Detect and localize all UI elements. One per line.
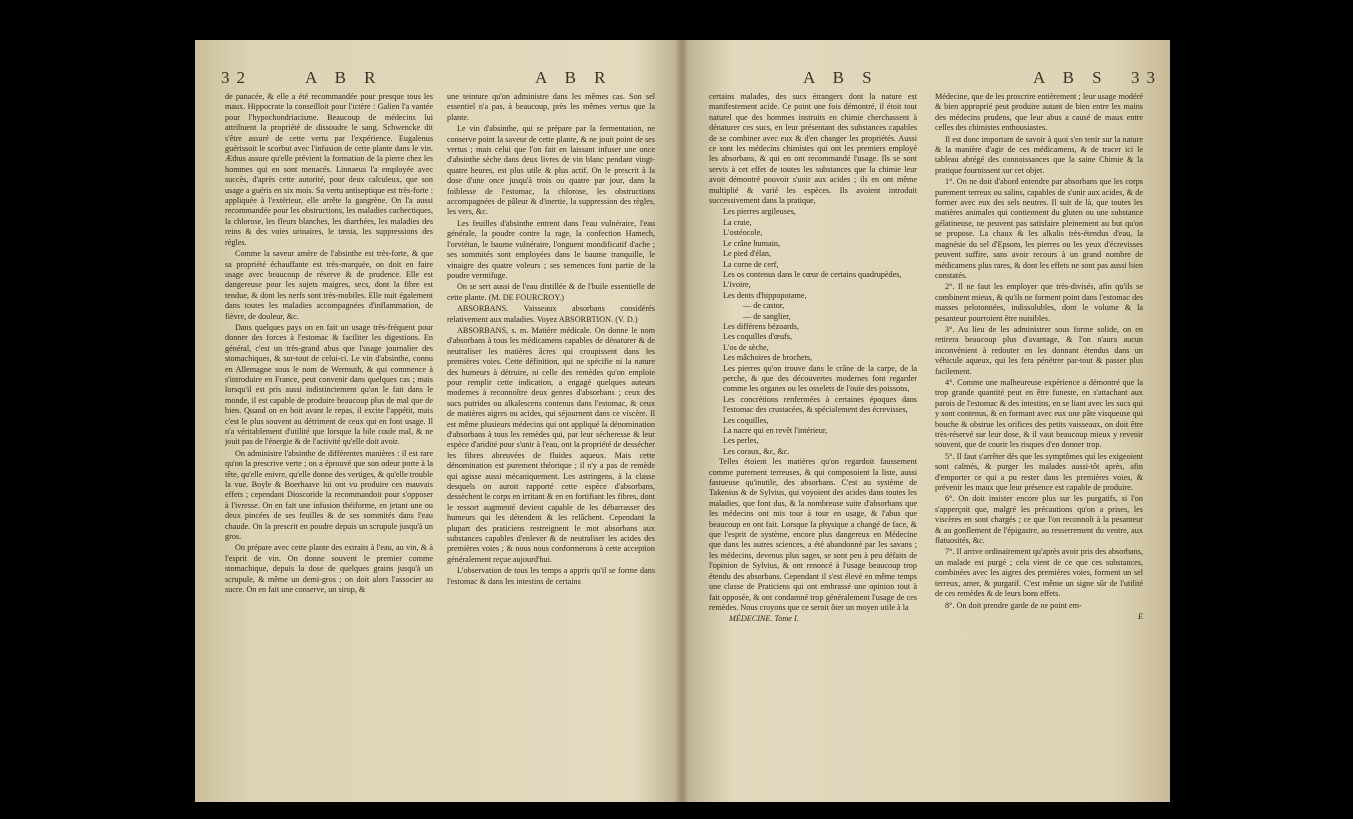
- paragraph: 6°. On doit insister encore plus sur les purgatifs, si l'on s'apperçoit que, malgré les précautions qu'on a prises, les viscères en sont chargés ; ce que l'on reconnoît à la pesanteur & au gonflement de l'épigastre, au resserrement du ventre, aux flatuosités, &c.: [935, 494, 1143, 546]
- list-item: Les os contenus dans le cœur de certains quadrupèdes,: [723, 269, 902, 279]
- list-item: Les dents d'hippopotame,: [723, 290, 807, 300]
- catchword: E: [1137, 611, 1143, 621]
- paragraph: On administre l'absinthe de différentes manières : il est rare qu'on la prescrive verte ; on a éprouvé que son odeur porte à la tête, qu'elle enivre, qu'elle donne des vertiges, & qu'elle trouble la vue. Boyle & Boerhaave lui ont vu produire ces mauvais effets ; cependant Dioscoride la recommandoit pour s'opposer à l'ivresse. On en fait une infusion théiforme, en jetant une ou deux pincées de ses feuilles & de ses sommités dans l'eau chaude. On la prescrit en poudre depuis un scrupule jusqu'à un gros.: [225, 448, 433, 542]
- left-page-column-1: [225, 92, 433, 797]
- book-spread: [195, 40, 1170, 802]
- paragraph: Le vin d'absinthe, qui se prépare par la fermentation, ne conserve point la saveur de cette plante, & ne jouit point de ses vertus ; mais celui que l'on fait en laissant infuser une once d'absinthe sèche dans deux livres de vin blanc pendant vingt-quatre heures, est plus utile & plus actif. On le prescrit à la dose d'une once jusqu'à trois ou quatre par jour, dans la foiblesse de l'estomac, la chlorose, les obstructions accompagnées de pâleur & d'inertie, la suppression des règles, les vers, &c.: [447, 124, 655, 217]
- right-page-column-2: [935, 92, 1143, 797]
- left-page-header: [195, 68, 682, 92]
- paragraph: Dans quelques pays on en fait un usage très-fréquent pour donner des forces à l'estomac & faciliter les digestions. En général, c'est un très-grand abus que l'usage journalier des stomachiques, & sur-tout de celui-ci. Le vin d'absinthe, connu en Allemagne sous le nom de Wermuth, & qui commence à s'introduire en France, peut convenir dans quelques cas ; mais lorsqu'il est pris aussi indistinctement qu'on le fait dans le monde, il est capable de produire beaucoup plus de mal que de bien. Quand on en boit avant le repas, il excite l'appétit, mais c'est le plus souvent au détriment de ceux qui en font usage. Il n'a véritablement d'utilité que lorsque la bile coule mal, & ne jouit pas de l'énergie & de l'activité qu'elle doit avoir.: [225, 322, 433, 447]
- paragraph: certains malades, des sucs étrangers dont la nature est manifestement acide. Ce point une fois démontré, il étoit tout naturel que des hommes instruits en chimie cherchassent à dénaturer ces sucs, en leur présentant des substances capables de se combiner avec eux & d'en changer les propriétés. Aussi ce sont les médecins chimistes qui ont les premiers employé les absorbans, & qui en ont recommandé l'usage. Ils se sont servis à cet effet de toutes les substances que la chimie leur avoit démontré pouvoir s'unir aux acides ; ils en ont même multiplié & varié les espèces. Ils avoient introduit successivement dans la pratique,: [709, 92, 917, 206]
- list-item: L'ivoire,: [723, 280, 751, 290]
- paragraph: 8°. On doit prendre garde de ne point em-: [945, 600, 1082, 610]
- running-head-right: A B S: [1033, 68, 1109, 87]
- paragraph: Il est donc important de savoir à quoi s'en tenir sur la nature & la manière d'agir de ces médicamens, & de tracer ici le tableau abrégé des connoissances que la saine Chimie & la pratique fournissent sur cet objet.: [935, 134, 1143, 175]
- paragraph: Telles étoient les matières qu'on regardoit faussement comme purement terreuses, & qui composoient la liste, aussi fastueuse qu'inutile, des absorbans. C'est au système de Takenius & de Sylvius, qui voyoient des acides dans toutes les maladies, que font dus, & la nombreuse suite d'absorbans que les médecins ont mis tour à tour en usage, & l'abus que beaucoup en ont fait. Lorsque la physique a changé de face, & que l'esprit de système, encore plus dangereux en Médecine que dans les autres sciences, a été abandonné par les savans ; les médecins, devenus plus sages, se sont peu à peu défaits de l'opinion de Sylvius, & ont renoncé à l'usage beaucoup trop étendu des absorbans. Cependant il s'est élevé en même temps une classe de Praticiens qui ont embrassé une opinion tout à fait opposée, & ont condamné trop généralement l'usage de ces remèdes. Nous croyons que ce seroit ôter un moyen utile à la: [709, 457, 917, 612]
- left-page-column-2: [447, 92, 655, 797]
- list-item: Les coquilles d'œufs,: [723, 332, 793, 342]
- list-item: Les pierres argileuses,: [723, 207, 796, 217]
- list-item: L'os de sèche,: [723, 342, 769, 352]
- list-item: — de castor,: [743, 301, 785, 311]
- absorbans-list: [709, 207, 917, 457]
- list-item: L'ostéocole,: [723, 228, 763, 238]
- paragraph: 7°. Il arrive ordinairement qu'après avoir pris des absorbans, un malade est purgé ; cela vient de ce que ces substances, combinées avec les aigres des premières voies, forment un sel terreux, amer, & purgatif. C'est même un signe sûr de l'utilité de ces remèdes & de leurs bons effets.: [935, 547, 1143, 599]
- list-item: Les concrétions renfermées à certaines époques dans l'estomac des crustacées, & spécialement des écrevisses,: [723, 394, 917, 415]
- list-item: Les différens bézoards,: [723, 321, 800, 331]
- paragraph: L'observation de tous les temps a appris qu'il se forme dans l'estomac & dans les intestins de certains: [447, 566, 655, 586]
- paragraph: 3°. Au lieu de les administrer sous forme solide, on en retirera beaucoup plus d'avantage, & l'on n'aura aucun inconvénient à redouter en les donnant étendus dans un véhicule aqueux, qui les fera pénétrer par-tout & passer plus facilement.: [935, 324, 1143, 376]
- page-footer: MÉDECINE. Tome I.: [729, 614, 799, 624]
- paragraph: 2°. Il ne faut les employer que très-divisés, afin qu'ils se combinent mieux, & qu'ils ne forment point dans l'estomac des masses pelotonnées, indissolubles, dont le volume & la pesanteur pourroient être nuisibles.: [935, 282, 1143, 323]
- list-item: — de sanglier,: [743, 311, 791, 321]
- list-item: La nacre qui en revêt l'intérieur,: [723, 426, 828, 435]
- right-page-column-1: [709, 92, 917, 797]
- list-item: Les coquilles,: [723, 415, 769, 425]
- list-item: Le pied d'élan,: [723, 249, 772, 259]
- paragraph: une teinture qu'on administre dans les mêmes cas. Son sel essentiel n'a pas, à beaucoup, près les mêmes vertus que la plante.: [447, 92, 655, 122]
- running-head-left: A B R: [305, 68, 383, 87]
- list-item: La corne de cerf,: [723, 259, 779, 269]
- paragraph: de panacée, & elle a été recommandée pour presque tous les maux. Hippocrate la conseilloit pour l'ictère : Galien l'a vantée pour l'hypochondriacisme. Beaucoup de médecins lui attribuent la propriété de dissoudre le sang. Schwencke dit s'être assuré de cette vertu par l'expérience. Eugalenus guérissoit le scorbut avec l'infusion de cette plante dans le vin. Æthus assure qu'elle prévient la formation de la pierre chez les hommes qui en sont menacés. Linnaeus l'a employée avec succès, d'après cette autorité, pour deux calculeux, que son usage a guéris en six mois. Sa vertu antiseptique est très-forte : appliquée à l'extérieur, elle arrête la gangrène. On l'a aussi recommandée pour les obstructions, les maladies cachectiques, la chlorose, les fleurs blanches, les diarrhées, les maladies des reins & des voies urinaires, le tænia, les suppressions des règles.: [225, 92, 433, 247]
- list-item: Les pierres qu'on trouve dans le crâne de la carpe, de la perche, & que des découvertes modernes font regarder comme les organes ou les osselets de l'ouïe des poissons,: [723, 363, 917, 394]
- right-page: [683, 40, 1170, 802]
- list-item: Les coraux, &c, &c.: [723, 446, 790, 456]
- entry-absorbans-vaisseaux: ABSORBANS. Vaisseaux absorbans considérés relativement aux maladies. Voyez ABSORBTION. (V. D.): [447, 304, 655, 324]
- list-item: Les mâchoires de brochets,: [723, 353, 813, 363]
- entry-absorbans-matiere-medicale: ABSORBANS, s. m. Matière médicale. On donne le nom d'absorbans à tous les médicamens capables de dénaturer & de neutraliser les matières âcres qui croupissent dans les premières voies. Cette définition, qui ne spécifie ni la nature des humeurs à détruire, ni celle des remèdes qu'on emploie pour remplir cette indication, a engagé quelques auteurs modernes à reconnoître deux genres d'absorbans ; ceux des sucs putrides ou alkalescens contenus dans l'estomac, & ceux de matières aigres ou acides, qui séjournent dans ce viscère. Il est même plusieurs médecins qui ont appliqué la dénomination d'absorbans à tous les remèdes qui, par leur sécheresse & leur espèce d'aridité pour s'unir à l'eau, ont la propriété de dessécher les fibres abreuvées de fluides aqueux. Mais cette dénomination est purement théorique ; il n'y a pas de remède qui agisse aussi mécaniquement. Les astringens, à la classe desquels on auroit rapporté cette espèce d'absorbans, dessèchent le corps en irritant & en en fortifiant les fibres, dont le ressort augmenté devient capable de les débarrasser des humeurs qui les détendent & les relâchent. Cependant la plupart des praticiens restreignent le mot absorbans aux substances capables d'enlever & de neutraliser les acides des premières voies ; & nous nous conformerons à cette acception généralement reçue aujourd'hui.: [447, 325, 655, 564]
- paragraph: Comme la saveur amère de l'absinthe est très-forte, & que sa propriété échauffante est très-marquée, on doit en faire usage avec beaucoup de réserve & de prudence. Elle est dangereuse pour les sujets maigres, secs, dont la fibre est tendue, & dont les nerfs sont très-mobiles. Elle nuit également dans toutes les maladies accompagnées d'inflammation, de fièvre, de douleur, &c.: [225, 249, 433, 321]
- paragraph: 4°. Comme une malheureuse expérience a démontré que la trop grande quantité peut en être funeste, en s'attachant aux parois de l'estomac & des intestins, en se liant avec les sucs qui y sont contenus, & en formant avec eux une pâte visqueuse qui bouche & obstrue les orifices des petits vaisseaux, on doit être très-réservé sur leur dose, & il vaut beaucoup mieux y revenir souvent, que de courir les risques d'en donner trop.: [935, 377, 1143, 450]
- paragraph: Les feuilles d'absinthe entrent dans l'eau vulnéraire, l'eau générale, la poudre contre la rage, la confection Hamech, l'orviétan, le baume vulnéraire, l'onguent mondificatif d'ache ; ses sommités sont employées dans le baume tranquille, le vinaigre des quatre voleurs ; ses semences font partie de la poudre vermifuge.: [447, 218, 655, 280]
- page-number: 32: [221, 68, 252, 87]
- paragraph: On se sert aussi de l'eau distillée & de l'huile essentielle de cette plante. (M. DE FOURCROY.): [447, 282, 655, 302]
- paragraph: On prépare avec cette plante des extraits à l'eau, au vin, & à l'esprit de vin. On donne souvent le premier comme stomachique, depuis la dose de quelques grains jusqu'à un scrupule, & même un demi-gros ; on doit alors l'associer au sucre. On en fait une conserve, un sirop, &: [225, 543, 433, 595]
- list-item: Le crâne humain,: [723, 238, 781, 248]
- paragraph: 5°. Il faut s'arrêter dès que les symptômes qui les exigeoient sont calmés, & purger les malades aussi-tôt après, afin d'emporter ce qui a pu rester dans les premières voies, & prévenir les maux que leur présence est capable de produire.: [935, 451, 1143, 493]
- list-item: La craie,: [723, 217, 752, 227]
- paragraph: Médecine, que de les proscrire entièrement ; leur usage modéré & bien approprié peut produire autant de bien entre les mains des médecins prudens, que leur abus a causé de maux entre celles des chimistes enthousiastes.: [935, 92, 1143, 133]
- paragraph: 1°. On ne doit d'abord entendre par absorbans que les corps purement terreux ou salins, capables de s'unir aux acides, & de former avec eux des sels neutres. Il suit de là, que toutes les matières animales qui contiennent du gluten ou une substance gélatineuse, ne peuvent pas satisfaire pleinement au but qu'on se propose. La chaux & les alkalis très-étendus d'eau, la magnésie du sel d'Epsom, les pierres ou les yeux d'écrevisses peuvent suffire, sans avoir recours à un grand nombre de médicamens plus rares, & dont les effets ne sont pas aussi bien constatés.: [935, 177, 1143, 280]
- running-head-left: A B S: [803, 68, 879, 87]
- left-page: [195, 40, 682, 802]
- page-number: 33: [1131, 68, 1162, 87]
- running-head-right: A B R: [535, 68, 613, 87]
- right-page-header: [683, 68, 1170, 92]
- list-item: Les perles,: [723, 436, 759, 446]
